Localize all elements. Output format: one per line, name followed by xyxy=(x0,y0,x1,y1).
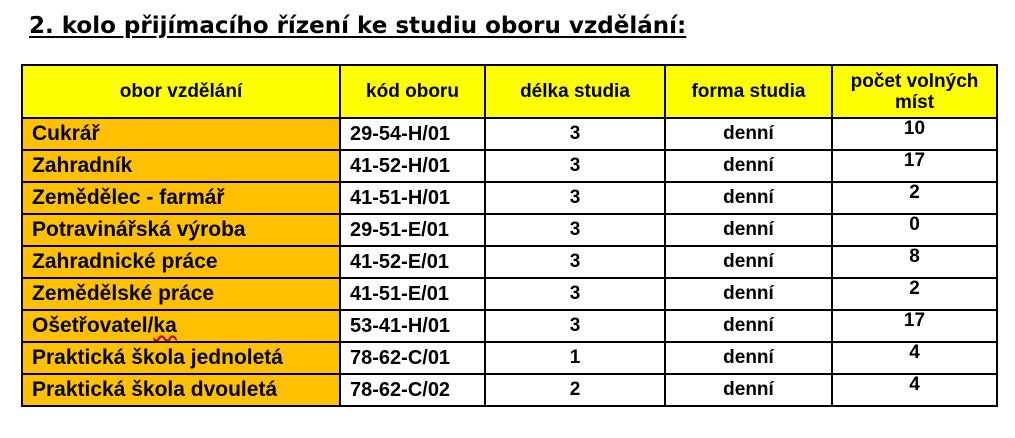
table-row xyxy=(22,214,997,246)
cell-obor: Zahradnické práce xyxy=(22,246,340,278)
cell-delka: 3 xyxy=(485,246,665,278)
cell-forma: denní xyxy=(665,214,832,246)
cell-forma: denní xyxy=(665,246,832,278)
cell-delka: 2 xyxy=(485,374,665,406)
cell-forma: denní xyxy=(665,374,832,406)
cell-kod: 41-51-H/01 xyxy=(340,182,485,214)
table-row xyxy=(22,374,997,406)
table-header-row xyxy=(22,65,997,118)
cell-mista: 17 xyxy=(832,150,997,182)
table-row xyxy=(22,278,997,310)
table-row xyxy=(22,182,997,214)
table-row xyxy=(22,118,997,150)
cell-kod: 41-52-E/01 xyxy=(340,246,485,278)
cell-obor: Zemědělské práce xyxy=(22,278,340,310)
cell-forma: denní xyxy=(665,118,832,150)
table-row xyxy=(22,150,997,182)
cell-kod: 53-41-H/01 xyxy=(340,310,485,342)
cell-kod: 29-51-E/01 xyxy=(340,214,485,246)
cell-forma: denní xyxy=(665,310,832,342)
cell-mista: 4 xyxy=(832,374,997,406)
page-title: 2. kolo přijímacího řízení ke studiu oboru vzdělání: xyxy=(29,13,687,39)
cell-kod: 78-62-C/01 xyxy=(340,342,485,374)
table-row xyxy=(22,342,997,374)
header-forma: forma studia xyxy=(665,65,832,118)
cell-forma: denní xyxy=(665,278,832,310)
cell-obor: Zemědělec - farmář xyxy=(22,182,340,214)
cell-mista: 2 xyxy=(832,182,997,214)
cell-kod: 41-52-H/01 xyxy=(340,150,485,182)
cell-delka: 3 xyxy=(485,310,665,342)
table-row xyxy=(22,246,997,278)
cell-mista: 8 xyxy=(832,246,997,278)
cell-forma: denní xyxy=(665,150,832,182)
cell-kod: 41-51-E/01 xyxy=(340,278,485,310)
cell-delka: 3 xyxy=(485,118,665,150)
cell-obor xyxy=(22,310,340,342)
cell-delka: 3 xyxy=(485,278,665,310)
spellcheck-underlined-text: ka xyxy=(153,314,177,337)
cell-mista: 0 xyxy=(832,214,997,246)
header-mista: počet volných míst xyxy=(832,65,997,118)
header-obor: obor vzdělání xyxy=(22,65,340,118)
cell-mista: 2 xyxy=(832,278,997,310)
cell-kod: 78-62-C/02 xyxy=(340,374,485,406)
cell-obor: Cukrář xyxy=(22,118,340,150)
cell-forma: denní xyxy=(665,342,832,374)
cell-obor: Zahradník xyxy=(22,150,340,182)
cell-obor: Praktická škola jednoletá xyxy=(22,342,340,374)
cell-delka: 3 xyxy=(485,182,665,214)
cell-delka: 3 xyxy=(485,214,665,246)
admissions-table xyxy=(21,64,998,407)
cell-delka: 1 xyxy=(485,342,665,374)
cell-mista: 17 xyxy=(832,310,997,342)
cell-forma: denní xyxy=(665,182,832,214)
cell-delka: 3 xyxy=(485,150,665,182)
cell-mista: 4 xyxy=(832,342,997,374)
cell-obor: Praktická škola dvouletá xyxy=(22,374,340,406)
cell-obor-main: Ošetřovatel/ xyxy=(32,314,154,337)
header-delka: délka studia xyxy=(485,65,665,118)
cell-obor: Potravinářská výroba xyxy=(22,214,340,246)
cell-mista: 10 xyxy=(832,118,997,150)
table-row xyxy=(22,310,997,342)
header-kod: kód oboru xyxy=(340,65,485,118)
cell-kod: 29-54-H/01 xyxy=(340,118,485,150)
